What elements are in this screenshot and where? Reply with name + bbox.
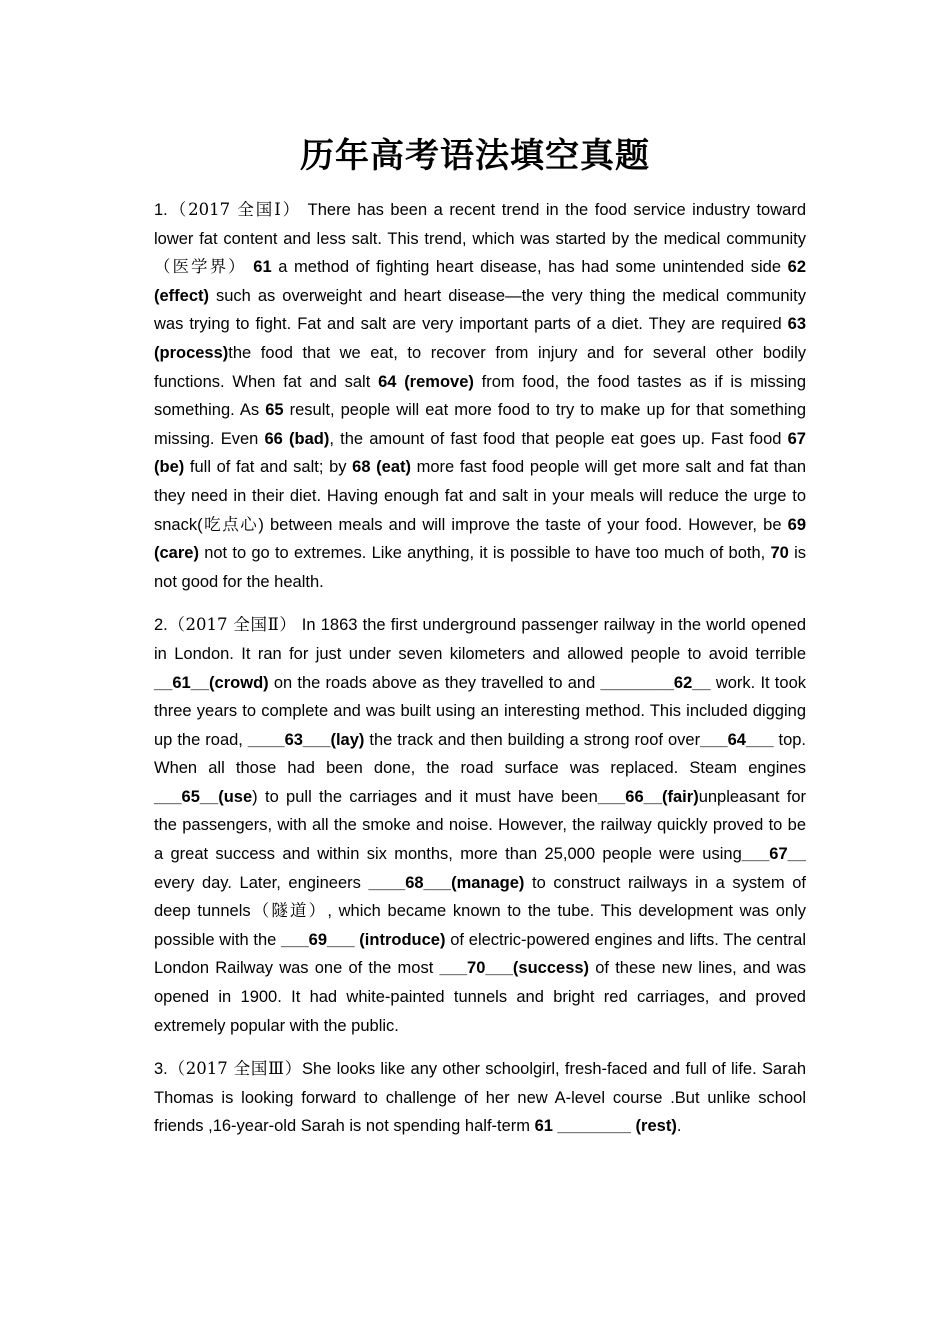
blank-63: ____63___(lay) (247, 730, 365, 749)
blank-64: 64 (remove) (378, 372, 474, 391)
blank-65: ___65__(use (154, 787, 253, 806)
passage-text: more fast food people will get more salt and fat than they need in their diet. Having enough fat and salt in your meals will reduce the urge to snack( (154, 458, 806, 534)
passage-text: ) to pull the carriages and it must have been (252, 787, 598, 806)
passage-text: the food that we eat, to recover from injury and for several other bodily functions. When fat and salt (154, 343, 806, 391)
passage-text: ) between meals and will improve the taste of your food. However, be (258, 515, 788, 534)
blank-62: 62 (effect) (154, 258, 807, 305)
question-number: 3. (154, 1060, 168, 1079)
passage-text: full of fat and salt; by (184, 458, 353, 477)
question-2-paragraph (154, 611, 806, 1040)
blank-67: ___67__ (741, 845, 806, 864)
blank-69: 69 (care) (154, 515, 807, 563)
blank-62: ________62__ (600, 673, 711, 692)
question-1-paragraph (154, 196, 806, 596)
blank-68: 68 (eat) (352, 458, 411, 477)
passage-text: She looks like any other schoolgirl, fresh-faced and full of life. Sarah Thomas is looking forward to challenge of her new A-level course .But unlike school friends ,16-year-old Sarah is not spending half-term (154, 1060, 806, 1136)
passage-text: to construct railways in a system of deep tunnels (154, 873, 806, 921)
blank-61: 61 (253, 258, 272, 277)
passage-text: , the amount of fast food that people eat goes up. Fast food (329, 429, 788, 448)
question-source: （2017 全国Ⅲ） (167, 1059, 302, 1079)
annotation: 吃点心 (202, 514, 259, 534)
annotation: （医学界） (154, 257, 247, 277)
passage-text: is not good for the health. (154, 544, 806, 591)
question-number: 1. (154, 201, 168, 219)
passage-text: work. It took three years to complete and was built using an interesting method. This included digging up the road, (154, 673, 806, 749)
passage-text: the track and then building a strong roof over (364, 730, 701, 749)
blank-69: ___69___ (introduce) (281, 930, 446, 949)
passage-text: from food, the food tastes as if is missing something. As (154, 372, 806, 420)
passage-text: of these new lines, and was opened in 1900. It had white-painted tunnels and bright red carriages, and proved extremely popular with the public. (154, 959, 806, 1035)
blank-70: 70 (770, 544, 789, 563)
document-title: 历年高考语法填空真题 (300, 136, 650, 176)
passage-text: of electric-powered engines and lifts. The central London Railway was one of the most (154, 930, 806, 978)
passage-text: a method of fighting heart disease, has had some unintended side (271, 258, 788, 277)
passage-text: not to go to extremes. Like anything, it is possible to have too much of both, (198, 544, 771, 563)
passage-text: top. When all those had been done, the road surface was replaced. Steam engines (154, 730, 807, 778)
blank-70: ___70___(success) (439, 959, 590, 978)
question-3-paragraph (154, 1055, 806, 1141)
blank-61: 61 ________ (rest) (534, 1117, 677, 1136)
question-source: （2017 全国Ⅰ） (167, 200, 302, 219)
annotation: （隧道） (250, 901, 328, 921)
question-number: 2. (154, 616, 168, 635)
passage-text: result, people will eat more food to try to make up for that something missing. Even (154, 401, 807, 448)
passage-text: , which became known to the tube. This development was only possible with the (154, 902, 807, 949)
passage-text: such as overweight and heart disease—the very thing the medical community was trying to fight. Fat and salt are very important parts of a diet. They are required (154, 286, 806, 334)
passage-text: unpleasant for the passengers, with all the smoke and noise. However, the railway quickly proved to be a great success and within six months, more than 25,000 people were using (154, 787, 806, 864)
passage-text: There has been a recent trend in the food service industry toward lower fat content and less salt. This trend, which was started by the medical community (154, 201, 806, 248)
passage-text: In 1863 the first underground passenger railway in the world opened in London. It ran for just under seven kilometers and allowed people to avoid terrible (154, 616, 806, 663)
blank-64: ___64___ (700, 730, 774, 749)
passage-text: every day. Later, engineers (154, 873, 369, 892)
document-body (154, 196, 806, 1156)
question-source: （2017 全国Ⅱ） (167, 615, 297, 635)
blank-65: 65 (265, 401, 284, 420)
blank-67: 67 (be) (154, 429, 806, 477)
blank-68: ____68___(manage) (368, 873, 525, 892)
blank-66: ___66__(fair) (597, 787, 699, 806)
passage-text: on the roads above as they travelled to and (268, 673, 601, 692)
blank-61: __61__(crowd) (154, 673, 269, 692)
blank-66: 66 (bad) (264, 429, 330, 448)
passage-text: . (676, 1117, 682, 1136)
blank-63: 63 (process) (154, 315, 806, 362)
